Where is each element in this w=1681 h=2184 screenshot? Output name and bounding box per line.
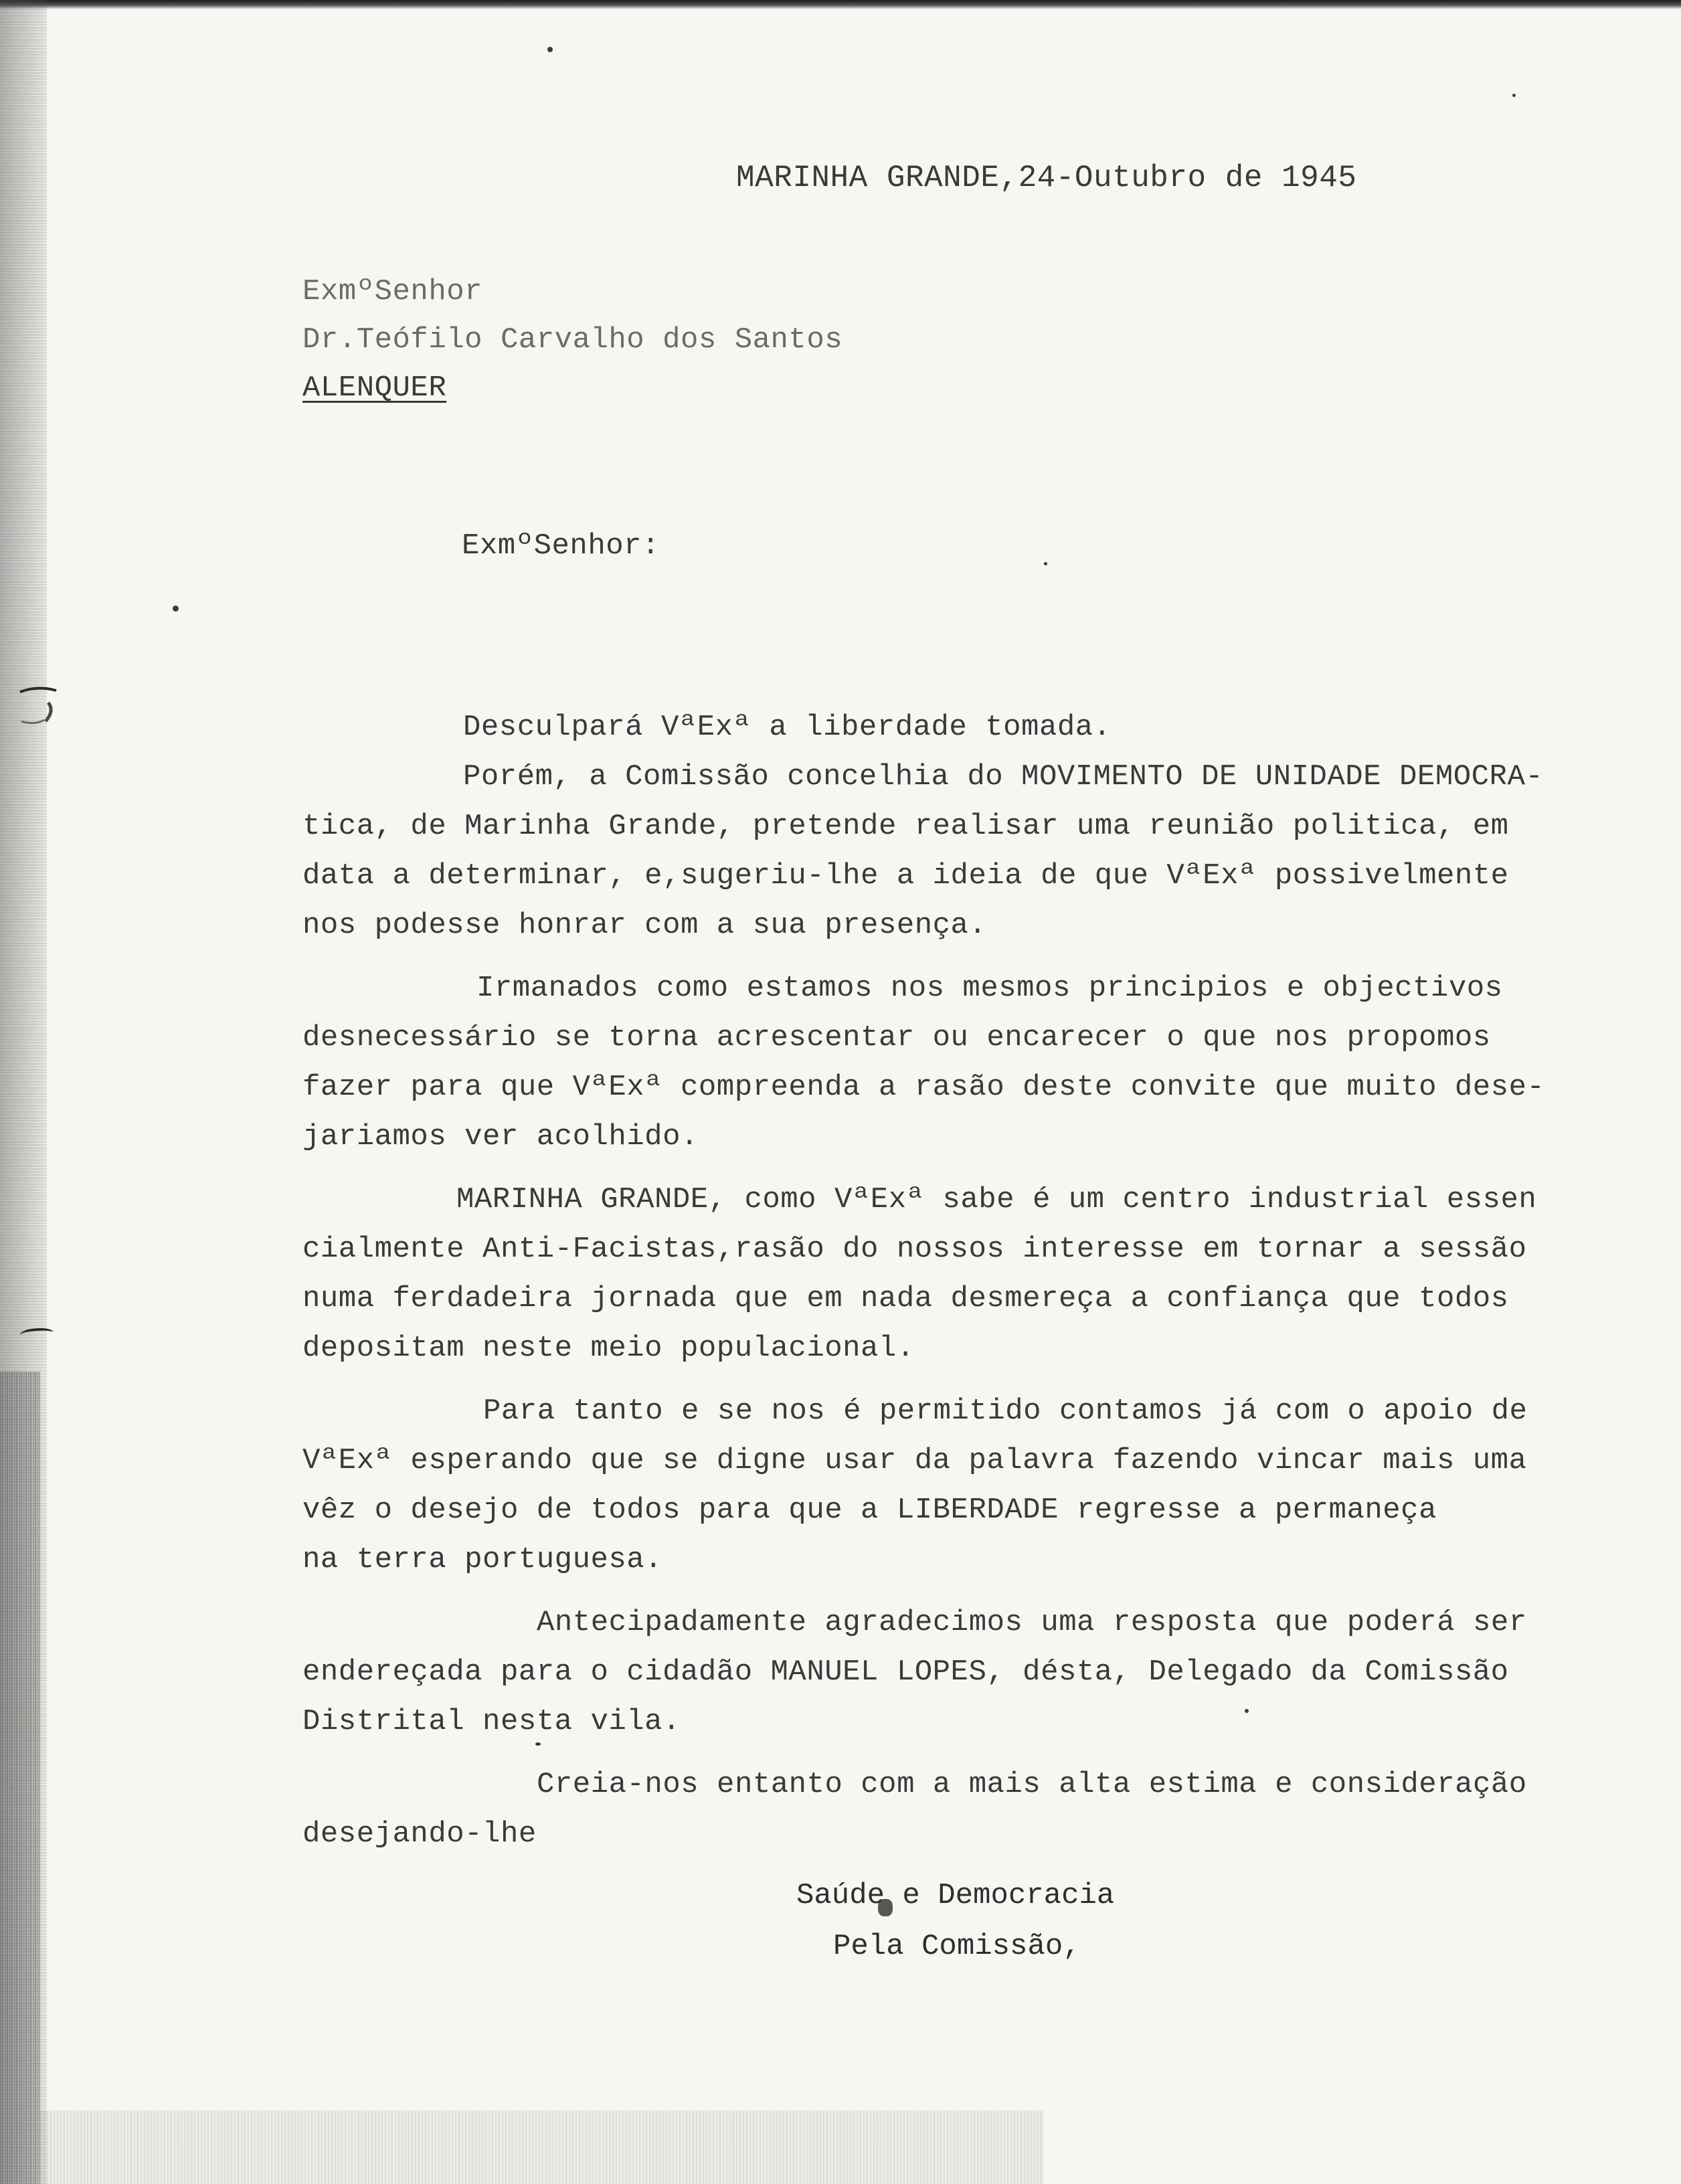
body-line: depositam neste meio populacional. — [302, 1332, 915, 1365]
body-line: Para tanto e se nos é permitido contamos já com o apoio de — [483, 1394, 1528, 1428]
body-line: cialmente Anti-Facistas,rasão do nossos interesse em tornar a sessão — [302, 1233, 1527, 1266]
recipient-block — [302, 268, 843, 412]
ink-speck — [1512, 94, 1516, 97]
body-line: Porém, a Comissão concelhia do MOVIMENTO DE UNIDADE DEMOCRA- — [463, 760, 1544, 794]
scan-bottom-noise — [40, 2110, 1044, 2184]
scan-left-edge-noise — [0, 1372, 40, 2184]
body-line: Creia-nos entanto com a mais alta estima e consideração — [537, 1768, 1527, 1801]
body-line: vêz o desejo de todos para que a LIBERDADE regresse a permaneça — [302, 1493, 1437, 1527]
ink-speck — [1044, 562, 1047, 565]
letter-salutation: ExmºSenhor: — [462, 529, 660, 563]
binder-clip-mark — [15, 682, 62, 729]
body-line: MARINHA GRANDE, como VªExª sabe é um centro industrial essen — [456, 1183, 1537, 1216]
paragraph — [302, 1760, 1634, 1859]
paragraph — [302, 1598, 1634, 1746]
body-line: VªExª esperando que se digne usar da palavra fazendo vincar mais uma — [302, 1444, 1527, 1477]
paragraph — [302, 964, 1634, 1162]
paragraph — [302, 703, 1634, 950]
body-line: jariamos ver acolhido. — [302, 1120, 699, 1154]
body-line: Irmanados como estamos nos mesmos principios e objectivos — [476, 972, 1503, 1005]
paragraph — [302, 1175, 1634, 1373]
body-line: Desculpará VªExª a liberdade tomada. — [463, 711, 1112, 744]
body-line: na terra portuguesa. — [302, 1543, 663, 1576]
ink-speck — [547, 47, 553, 52]
body-line: numa ferdadeira jornada que em nada desmereça a confiança que todos — [302, 1282, 1509, 1315]
body-line: Distrital nesta vila. — [302, 1705, 681, 1738]
body-line: desejando-lhe — [302, 1817, 537, 1851]
letter-body — [302, 703, 1634, 1859]
body-line: fazer para que VªExª compreenda a rasão deste convite que muito dese- — [302, 1071, 1545, 1104]
recipient-name: Dr.Teófilo Carvalho dos Santos — [302, 323, 843, 357]
body-line: Antecipadamente agradecimos uma resposta que poderá ser — [537, 1606, 1527, 1639]
body-line: endereçada para o cidadão MANUEL LOPES, désta, Delegado da Comissão — [302, 1655, 1509, 1689]
recipient-title: ExmºSenhor — [302, 275, 483, 308]
ink-speck — [173, 606, 179, 612]
scan-top-edge — [0, 0, 1681, 9]
body-line: data a determinar, e,sugeriu-lhe a ideia de que VªExª possivelmente — [302, 859, 1509, 893]
closing-greeting: Saúde e Democracia — [796, 1879, 1115, 1912]
letter-dateline: MARINHA GRANDE,24-Outubro de 1945 — [736, 161, 1357, 195]
body-line: desnecessário se torna acrescentar ou encarecer o que nos propomos — [302, 1021, 1491, 1055]
body-line: tica, de Marinha Grande, pretende realisar uma reunião politica, em — [302, 810, 1509, 843]
paragraph — [302, 1386, 1634, 1584]
recipient-place: ALENQUER — [302, 371, 447, 405]
body-line: nos podesse honrar com a sua presença. — [302, 909, 987, 942]
closing-signature: Pela Comissão, — [833, 1930, 1081, 1963]
